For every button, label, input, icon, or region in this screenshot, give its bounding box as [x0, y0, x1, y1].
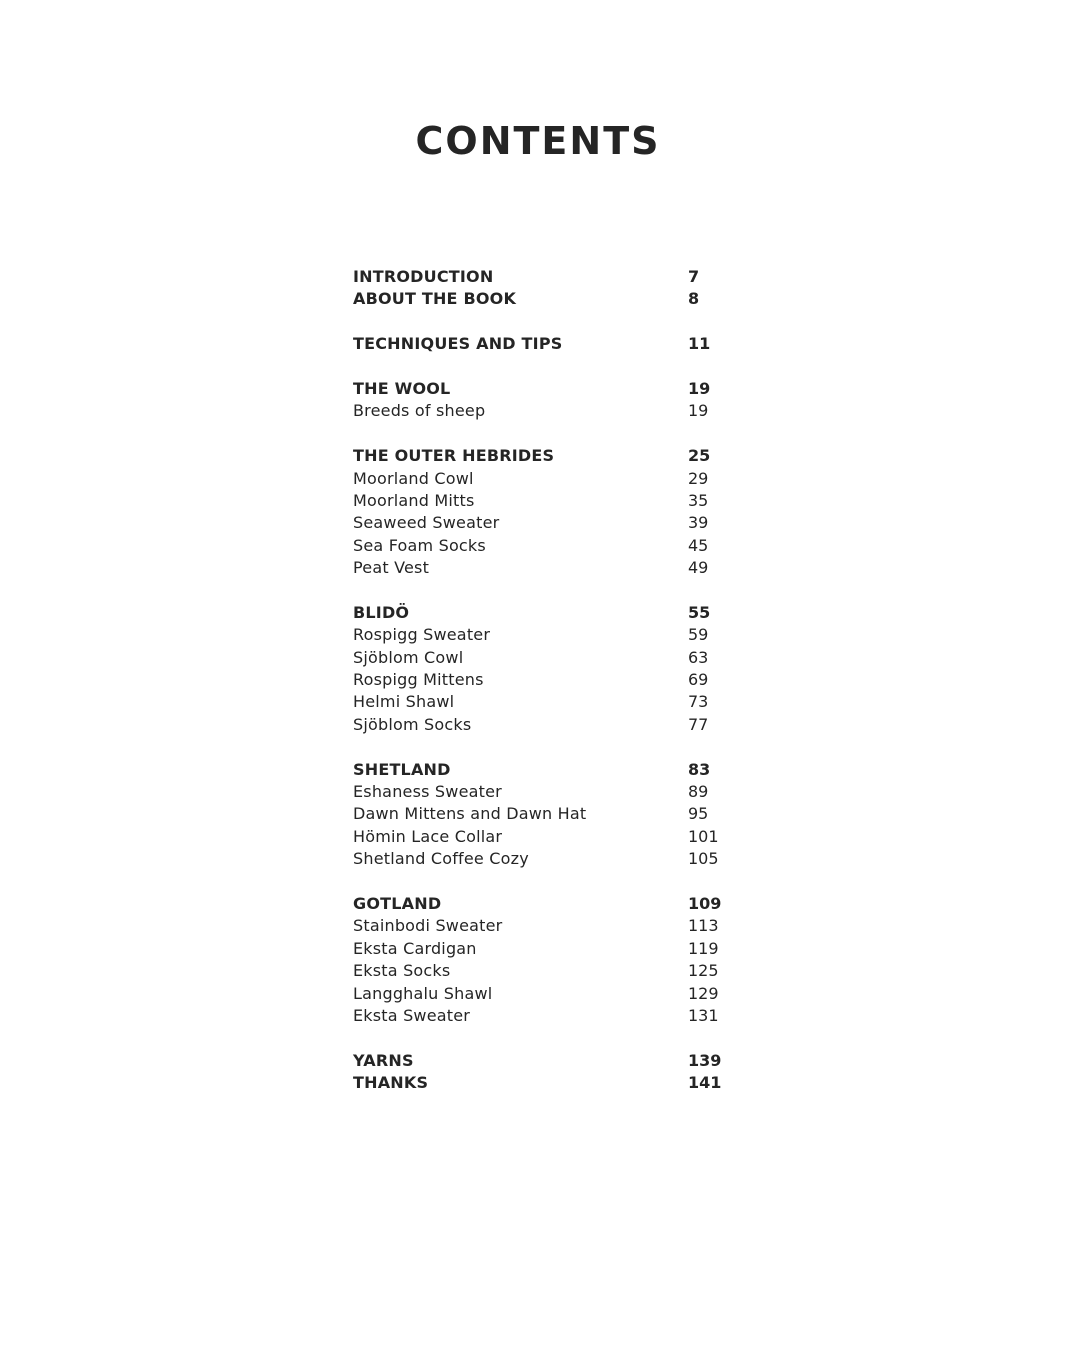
toc-entry[interactable] [353, 490, 773, 512]
toc-entry-title: THE WOOL [353, 378, 451, 398]
toc-page-number: 29 [688, 468, 709, 488]
toc-page-number: 113 [688, 916, 719, 936]
toc-page-number: 49 [688, 558, 709, 578]
toc-entry[interactable] [353, 983, 773, 1005]
toc-section [353, 378, 773, 423]
toc-page-number: 77 [688, 714, 709, 734]
toc-section-heading[interactable] [353, 445, 773, 467]
toc-entry-title: Dawn Mittens and Dawn Hat [353, 804, 587, 824]
toc-entry[interactable] [353, 938, 773, 960]
toc-entry-title: Eshaness Sweater [353, 781, 502, 801]
toc-entry[interactable] [353, 781, 773, 803]
toc-entry[interactable] [353, 691, 773, 713]
toc-page-number: 55 [688, 602, 711, 622]
toc-entry-title: Sjöblom Socks [353, 714, 472, 734]
toc-entry-title: Rospigg Sweater [353, 625, 491, 645]
toc-entry[interactable] [353, 535, 773, 557]
toc-entry-title: INTRODUCTION [353, 267, 494, 286]
toc-page-number: 19 [688, 378, 711, 398]
toc-entry[interactable] [353, 803, 773, 825]
toc-section-heading[interactable] [353, 378, 773, 400]
toc-entry-title: Breeds of sheep [353, 401, 486, 421]
toc-page-number: 109 [688, 893, 722, 913]
toc-entry[interactable] [353, 468, 773, 490]
toc-page-number: 89 [688, 781, 709, 801]
toc-entry-title: Seaweed Sweater [353, 513, 500, 533]
toc-page-number: 11 [688, 334, 711, 354]
toc-section [353, 445, 773, 579]
toc-entry[interactable] [353, 915, 773, 937]
toc-entry[interactable] [353, 647, 773, 669]
toc-entry-title: TECHNIQUES AND TIPS [353, 334, 563, 354]
toc-entry-title: Helmi Shawl [353, 692, 455, 712]
table-of-contents [353, 266, 773, 1117]
toc-entry[interactable] [353, 557, 773, 579]
toc-entry-title: BLIDÖ [353, 602, 410, 622]
toc-page-number: 73 [688, 692, 709, 712]
toc-entry-title: GOTLAND [353, 893, 442, 913]
toc-entry[interactable] [353, 848, 773, 870]
toc-entry-title: Stainbodi Sweater [353, 916, 503, 936]
toc-entry-title: Eksta Cardigan [353, 938, 477, 958]
toc-entry-title: YARNS [353, 1050, 414, 1070]
toc-entry-title: Moorland Cowl [353, 468, 474, 488]
toc-entry-title: Langghalu Shawl [353, 983, 493, 1003]
toc-entry-title: Shetland Coffee Cozy [353, 849, 529, 869]
toc-section-heading[interactable] [353, 288, 773, 310]
toc-entry-title: THANKS [353, 1073, 429, 1093]
toc-page-number: 125 [688, 961, 719, 981]
toc-entry[interactable] [353, 400, 773, 422]
toc-entry-title: ABOUT THE BOOK [353, 289, 517, 309]
toc-entry[interactable] [353, 714, 773, 736]
toc-page-number: 39 [688, 513, 709, 533]
toc-page-number: 139 [688, 1050, 722, 1070]
toc-section-heading[interactable] [353, 333, 773, 355]
toc-page-number: 63 [688, 647, 709, 667]
toc-section-heading[interactable] [353, 1050, 773, 1072]
toc-entry-title: Hömin Lace Collar [353, 826, 503, 846]
toc-page-number: 105 [688, 849, 719, 869]
toc-page-number: 69 [688, 670, 709, 690]
toc-page-number: 101 [688, 826, 719, 846]
toc-entry-title: Peat Vest [353, 558, 430, 578]
toc-section-heading[interactable] [353, 602, 773, 624]
toc-entry[interactable] [353, 826, 773, 848]
toc-entry[interactable] [353, 624, 773, 646]
toc-page-number: 25 [688, 446, 711, 466]
toc-page-number: 83 [688, 759, 711, 779]
toc-entry-title: Rospigg Mittens [353, 670, 484, 690]
toc-entry[interactable] [353, 960, 773, 982]
toc-section [353, 602, 773, 736]
toc-entry-title: THE OUTER HEBRIDES [353, 446, 555, 466]
toc-section [353, 266, 773, 311]
toc-section-heading[interactable] [353, 893, 773, 915]
toc-page-number: 59 [688, 625, 709, 645]
toc-entry[interactable] [353, 512, 773, 534]
toc-page-number: 35 [688, 490, 709, 510]
toc-entry-title: Sea Foam Socks [353, 535, 486, 555]
toc-entry-title: Moorland Mitts [353, 490, 475, 510]
toc-entry[interactable] [353, 669, 773, 691]
toc-section-heading[interactable] [353, 1072, 773, 1094]
toc-page-number: 19 [688, 401, 709, 421]
toc-section [353, 1050, 773, 1095]
page-title: CONTENTS [415, 119, 661, 163]
toc-page-number: 131 [688, 1005, 719, 1025]
toc-section-heading[interactable] [353, 759, 773, 781]
toc-page-number: 119 [688, 938, 719, 958]
toc-page-number: 7 [688, 267, 700, 286]
toc-section [353, 893, 773, 1027]
toc-page-number: 8 [688, 289, 700, 309]
toc-section [353, 333, 773, 355]
toc-page-number: 45 [688, 535, 709, 555]
toc-page-number: 141 [688, 1073, 722, 1093]
toc-page-number: 129 [688, 983, 719, 1003]
toc-entry-title: Sjöblom Cowl [353, 647, 464, 667]
toc-section [353, 759, 773, 871]
toc-entry-title: SHETLAND [353, 759, 451, 779]
toc-page-number: 95 [688, 804, 709, 824]
toc-entry[interactable] [353, 1005, 773, 1027]
toc-entry-title: Eksta Sweater [353, 1005, 471, 1025]
toc-entry-title: Eksta Socks [353, 961, 451, 981]
toc-section-heading[interactable] [353, 266, 773, 288]
